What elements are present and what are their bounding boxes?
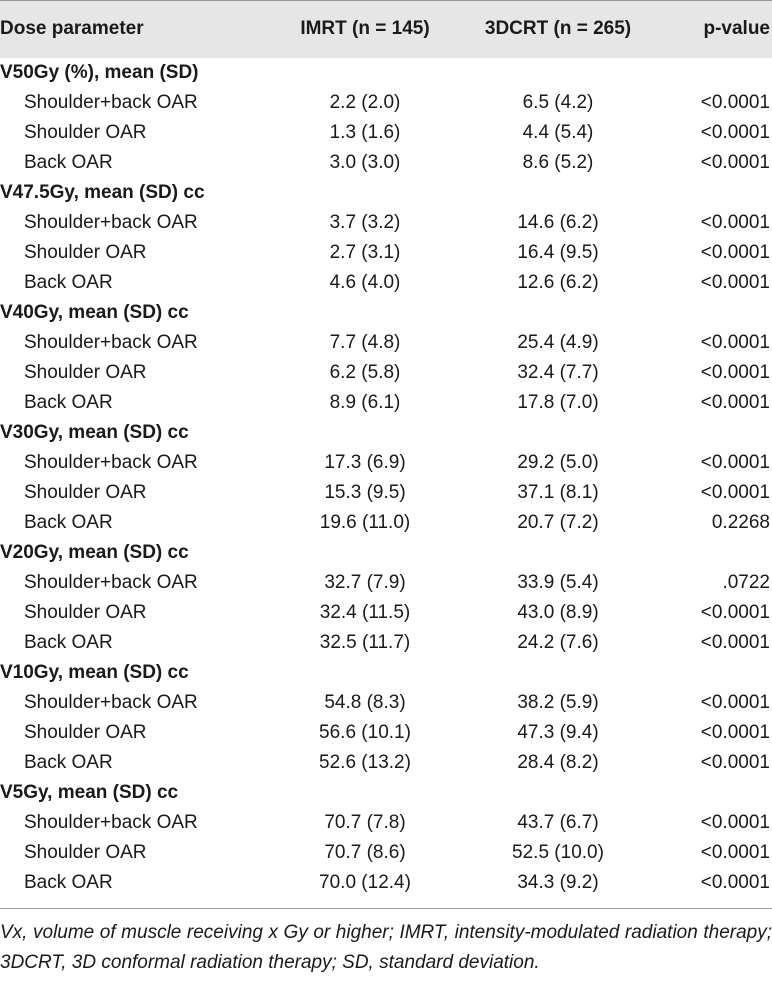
row-label: Back OAR (24, 752, 113, 773)
row-label: Back OAR (24, 872, 113, 893)
p-value: <0.0001 (700, 152, 770, 173)
imrt-value: 32.4 (11.5) (319, 602, 411, 623)
table-row (0, 748, 772, 778)
imrt-value: 4.6 (4.0) (329, 272, 401, 293)
p-value: <0.0001 (700, 242, 770, 263)
table-row (0, 448, 772, 478)
group-row (0, 418, 772, 448)
group-title: V5Gy, mean (SD) cc (0, 782, 179, 803)
table-row (0, 478, 772, 508)
imrt-value: 70.7 (8.6) (324, 842, 406, 863)
3dcrt-value: 52.5 (10.0) (512, 842, 604, 863)
imrt-value: 52.6 (13.2) (319, 752, 411, 773)
table-body (0, 58, 772, 898)
3dcrt-value: 47.3 (9.4) (517, 722, 599, 743)
row-label: Shoulder+back OAR (24, 92, 198, 113)
row-label: Shoulder OAR (24, 482, 147, 503)
table-row (0, 688, 772, 718)
header-p-value: p-value (703, 18, 770, 39)
table-row (0, 838, 772, 868)
group-title: V47.5Gy, mean (SD) cc (0, 182, 205, 203)
table-row (0, 88, 772, 118)
group-title: V30Gy, mean (SD) cc (0, 422, 189, 443)
imrt-value: 54.8 (8.3) (324, 692, 406, 713)
3dcrt-value: 37.1 (8.1) (517, 482, 599, 503)
3dcrt-value: 38.2 (5.9) (517, 692, 599, 713)
3dcrt-value: 24.2 (7.6) (517, 632, 599, 653)
group-title: V10Gy, mean (SD) cc (0, 662, 189, 683)
row-label: Back OAR (24, 272, 113, 293)
table-row (0, 118, 772, 148)
imrt-value: 2.2 (2.0) (329, 92, 401, 113)
table-row (0, 358, 772, 388)
row-label: Shoulder+back OAR (24, 692, 198, 713)
p-value: <0.0001 (700, 452, 770, 473)
row-label: Shoulder+back OAR (24, 812, 198, 833)
3dcrt-value: 33.9 (5.4) (517, 572, 599, 593)
imrt-value: 3.0 (3.0) (329, 152, 401, 173)
p-value: <0.0001 (700, 272, 770, 293)
row-label: Back OAR (24, 512, 113, 533)
row-label: Shoulder OAR (24, 122, 147, 143)
3dcrt-value: 4.4 (5.4) (522, 122, 594, 143)
p-value: <0.0001 (700, 362, 770, 383)
p-value: <0.0001 (700, 392, 770, 413)
group-title: V20Gy, mean (SD) cc (0, 542, 189, 563)
imrt-value: 17.3 (6.9) (324, 452, 406, 473)
row-label: Back OAR (24, 392, 113, 413)
group-title: V40Gy, mean (SD) cc (0, 302, 189, 323)
3dcrt-value: 34.3 (9.2) (517, 872, 599, 893)
3dcrt-value: 43.0 (8.9) (517, 602, 599, 623)
table-row (0, 238, 772, 268)
row-label: Shoulder OAR (24, 242, 147, 263)
3dcrt-value: 20.7 (7.2) (517, 512, 599, 533)
group-row (0, 58, 772, 88)
table-row (0, 388, 772, 418)
row-label: Back OAR (24, 632, 113, 653)
group-row (0, 178, 772, 208)
group-row (0, 658, 772, 688)
imrt-value: 8.9 (6.1) (329, 392, 401, 413)
row-label: Shoulder+back OAR (24, 452, 198, 473)
imrt-value: 15.3 (9.5) (324, 482, 406, 503)
row-label: Shoulder OAR (24, 602, 147, 623)
header-3dcrt: 3DCRT (n = 265) (484, 18, 632, 39)
imrt-value: 70.0 (12.4) (319, 872, 411, 893)
3dcrt-value: 14.6 (6.2) (517, 212, 599, 233)
p-value: 0.2268 (711, 512, 770, 533)
group-title: V50Gy (%), mean (SD) (0, 62, 199, 83)
p-value: <0.0001 (700, 122, 770, 143)
table-row (0, 868, 772, 898)
imrt-value: 56.6 (10.1) (319, 722, 411, 743)
p-value: <0.0001 (700, 92, 770, 113)
3dcrt-value: 16.4 (9.5) (517, 242, 599, 263)
imrt-value: 7.7 (4.8) (329, 332, 401, 353)
group-row (0, 778, 772, 808)
p-value: <0.0001 (700, 602, 770, 623)
imrt-value: 3.7 (3.2) (329, 212, 401, 233)
3dcrt-value: 12.6 (6.2) (517, 272, 599, 293)
imrt-value: 2.7 (3.1) (329, 242, 401, 263)
group-row (0, 298, 772, 328)
imrt-value: 32.7 (7.9) (324, 572, 406, 593)
row-label: Shoulder OAR (24, 722, 147, 743)
p-value: <0.0001 (700, 872, 770, 893)
table-row (0, 508, 772, 538)
row-label: Shoulder OAR (24, 842, 147, 863)
p-value: <0.0001 (700, 752, 770, 773)
3dcrt-value: 17.8 (7.0) (517, 392, 599, 413)
3dcrt-value: 6.5 (4.2) (522, 92, 594, 113)
p-value: <0.0001 (700, 842, 770, 863)
p-value: <0.0001 (700, 212, 770, 233)
p-value: .0722 (722, 572, 770, 593)
3dcrt-value: 29.2 (5.0) (517, 452, 599, 473)
imrt-value: 1.3 (1.6) (329, 122, 401, 143)
bottom-rule (0, 908, 772, 909)
row-label: Shoulder OAR (24, 362, 147, 383)
row-label: Shoulder+back OAR (24, 212, 198, 233)
table-header (0, 0, 772, 58)
table-row (0, 718, 772, 748)
row-label: Shoulder+back OAR (24, 572, 198, 593)
3dcrt-value: 32.4 (7.7) (517, 362, 599, 383)
imrt-value: 6.2 (5.8) (329, 362, 401, 383)
3dcrt-value: 43.7 (6.7) (517, 812, 599, 833)
3dcrt-value: 28.4 (8.2) (517, 752, 599, 773)
table-footnote: Vx, volume of muscle receiving x Gy or higher; IMRT, intensity-modulated radiation therapy; 3DCRT, 3D conformal radiation therapy; SD, standard deviation. (0, 922, 772, 973)
p-value: <0.0001 (700, 632, 770, 653)
imrt-value: 32.5 (11.7) (319, 632, 411, 653)
3dcrt-value: 25.4 (4.9) (517, 332, 599, 353)
p-value: <0.0001 (700, 482, 770, 503)
imrt-value: 70.7 (7.8) (324, 812, 406, 833)
table-row (0, 328, 772, 358)
row-label: Shoulder+back OAR (24, 332, 198, 353)
table-row (0, 268, 772, 298)
p-value: <0.0001 (700, 692, 770, 713)
top-rule (0, 0, 772, 1)
table-row (0, 148, 772, 178)
header-row (0, 0, 772, 58)
row-label: Back OAR (24, 152, 113, 173)
p-value: <0.0001 (700, 812, 770, 833)
table-row (0, 208, 772, 238)
header-imrt: IMRT (n = 145) (300, 18, 430, 39)
p-value: <0.0001 (700, 722, 770, 743)
table-row (0, 808, 772, 838)
group-row (0, 538, 772, 568)
table-row (0, 568, 772, 598)
3dcrt-value: 8.6 (5.2) (522, 152, 594, 173)
header-dose-parameter: Dose parameter (0, 18, 144, 39)
table-row (0, 628, 772, 658)
p-value: <0.0001 (700, 332, 770, 353)
table-row (0, 598, 772, 628)
imrt-value: 19.6 (11.0) (319, 512, 411, 533)
